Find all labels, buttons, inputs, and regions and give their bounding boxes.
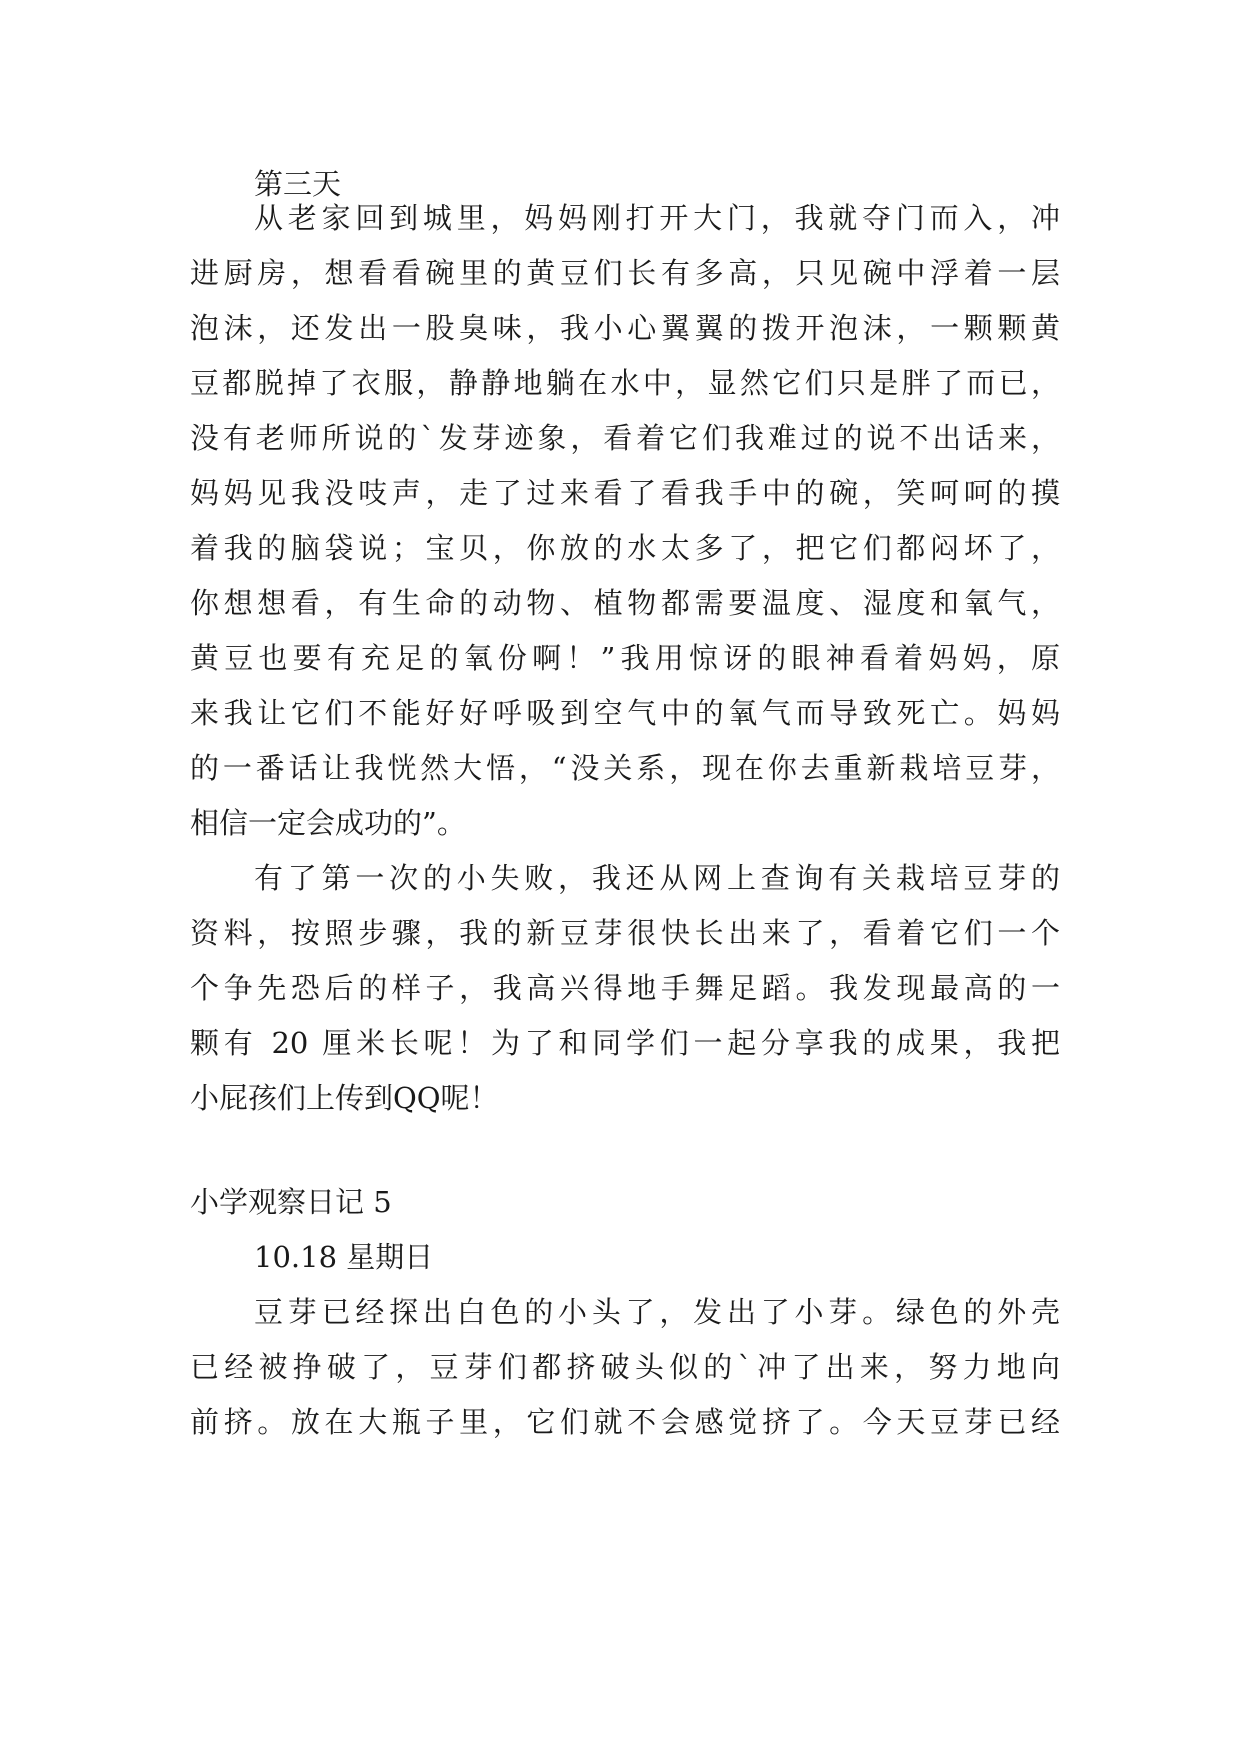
paragraph-line: 有了第一次的小失败，我还从网上查询有关栽培豆芽的: [254, 861, 1060, 895]
paragraph-line: 妈妈见我没吱声，走了过来看了看我手中的碗，笑呵呵的摸: [190, 476, 1060, 510]
paragraph-line: 你想想看，有生命的动物、植物都需要温度、湿度和氧气，: [190, 586, 1060, 620]
paragraph-line: 来我让它们不能好好呼吸到空气中的氧气而导致死亡。妈妈: [190, 696, 1060, 730]
paragraph-line: 相信一定会成功的”。: [190, 806, 466, 840]
heading-day3: 第三天: [254, 167, 342, 201]
paragraph-line: 进厨房，想看看碗里的黄豆们长有多高，只见碗中浮着一层: [190, 256, 1060, 290]
paragraph-line: 黄豆也要有充足的氧份啊！”我用惊讶的眼神看着妈妈，原: [190, 641, 1060, 675]
diary-title: 小学观察日记 5: [190, 1185, 392, 1219]
paragraph-line: 泡沫，还发出一股臭味，我小心翼翼的拨开泡沫，一颗颗黄: [190, 311, 1060, 345]
paragraph-line: 的一番话让我恍然大悟，“没关系，现在你去重新栽培豆芽，: [190, 751, 1060, 785]
paragraph-line: 豆都脱掉了衣服，静静地躺在水中，显然它们只是胖了而已，: [190, 366, 1060, 400]
paragraph-line: 已经被挣破了，豆芽们都挤破头似的`冲了出来，努力地向: [190, 1350, 1060, 1384]
diary-date: 10.18 星期日: [254, 1240, 434, 1274]
paragraph-line: 小屁孩们上传到QQ呢！: [190, 1081, 499, 1115]
paragraph-line: 着我的脑袋说；宝贝，你放的水太多了，把它们都闷坏了，: [190, 531, 1060, 565]
paragraph-line: 资料，按照步骤，我的新豆芽很快长出来了，看着它们一个: [190, 916, 1060, 950]
paragraph-line: 豆芽已经探出白色的小头了，发出了小芽。绿色的外壳: [254, 1295, 1060, 1329]
paragraph-line: 从老家回到城里，妈妈刚打开大门，我就夺门而入，冲: [254, 201, 1060, 235]
paragraph-line: 前挤。放在大瓶子里，它们就不会感觉挤了。今天豆芽已经: [190, 1405, 1060, 1439]
paragraph-line: 没有老师所说的`发芽迹象，看着它们我难过的说不出话来，: [190, 421, 1060, 455]
paragraph-line: 颗有 20 厘米长呢！为了和同学们一起分享我的成果，我把: [190, 1026, 1060, 1060]
paragraph-line: 个争先恐后的样子，我高兴得地手舞足蹈。我发现最高的一: [190, 971, 1060, 1005]
